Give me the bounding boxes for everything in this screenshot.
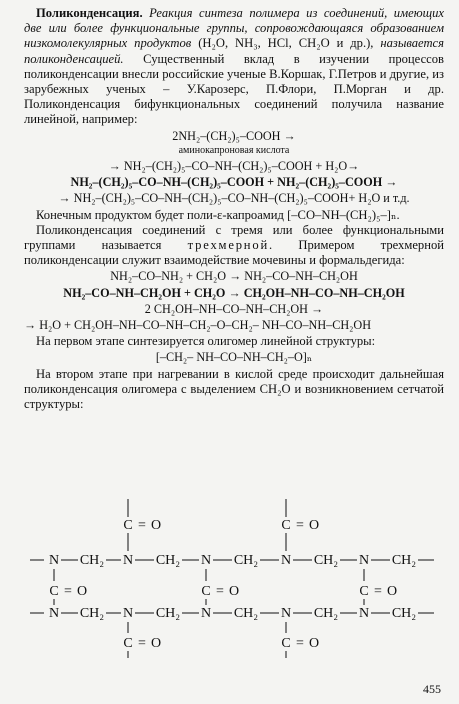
top-carbonyl-1-oxygen: O xyxy=(308,518,320,533)
nitrogen-atom: N xyxy=(48,606,60,621)
equation-2: → NH₂–(CH₂)₅–CO–NH–(CH₂)₅–COOH + H₂O→ xyxy=(108,159,360,174)
ch2-group: CH₂ xyxy=(233,553,259,568)
final-product-text: Конечным продуктом будет поли-ε-капроамид [–CO–NH–(CH₂)₅–]ₙ. xyxy=(36,207,400,222)
bottom-carbonyl-0-carbon: C xyxy=(123,636,133,651)
top-carbonyl-0-double-bond: = xyxy=(138,518,146,533)
equation-3: NH₂–(CH₂)₅–CO–NH–(CH₂)₅–COOH + NH₂–(CH₂)₅–COOH → xyxy=(70,175,398,190)
ch2-group: CH₂ xyxy=(313,606,339,621)
ch2-group: CH₂ xyxy=(79,606,105,621)
top-carbonyl-1-carbon: C xyxy=(281,518,291,533)
nitrogen-atom: N xyxy=(122,553,134,568)
ch2-group: CH₂ xyxy=(155,553,181,568)
top-carbonyl-0-oxygen: O xyxy=(150,518,162,533)
nitrogen-atom: N xyxy=(358,553,370,568)
stage-1-text: На первом этапе синтезируется олигомер линейной структуры: xyxy=(36,334,376,349)
bottom-carbonyl-0-oxygen: O xyxy=(150,636,162,651)
nitrogen-atom: N xyxy=(358,606,370,621)
equation-5: NH₂–CO–NH₂ + CH₂O → NH₂–CO–NH–CH₂OH xyxy=(110,269,358,284)
bottom-carbonyl-0-double-bond: = xyxy=(138,636,146,651)
emphasized-word: трехмерной xyxy=(187,238,269,253)
nitrogen-atom: N xyxy=(200,553,212,568)
equation-4: → NH₂–(CH₂)₅–CO–NH–(CH₂)₅–CO–NH–(CH₂)₅–COOH+ H₂O и т.д. xyxy=(58,191,410,206)
bridge-carbonyl-1-double-bond: = xyxy=(216,584,224,599)
bridge-carbonyl-0-carbon: C xyxy=(49,584,59,599)
nitrogen-atom: N xyxy=(48,553,60,568)
bridge-carbonyl-2-double-bond: = xyxy=(374,584,382,599)
trifunctional-paragraph: Поликонденсация соединений с тремя или более функциональными группами называется трехмерной. Примером трехмерной поликонденсации служит взаимодействие мочевины и формальдегида: xyxy=(24,222,444,268)
ch2-group: CH₂ xyxy=(155,606,181,621)
definition-italic-1: Реакция синтеза полимера из соединений, имеющих две или более функциональные группы, сопровождающаяся образованием низкомолекулярных продуктов xyxy=(24,6,444,51)
byproducts-list: (H₂O, NH₃, HCl, CH₂O и др.), xyxy=(198,36,374,51)
network-structure-diagram xyxy=(0,487,459,659)
history-text: Существенный вклад в изучении процессов поликонденсации внесли российские ученые В.Коршак, Г.Петров и другие, из зарубежных ученых – У.Карозерс, П.Флори, П.Морган и др. Поликонденсация бифункциональных соединений получила название линейной, например: xyxy=(24,51,444,127)
section-title: Поликонденсация. xyxy=(36,6,143,20)
equation-9: [–CH₂– NH–CO–NH–CH₂–O]ₙ xyxy=(155,350,313,365)
page-number: 455 xyxy=(423,682,441,696)
ch2-group: CH₂ xyxy=(233,606,259,621)
text-body xyxy=(24,6,444,412)
bridge-carbonyl-0-double-bond: = xyxy=(64,584,72,599)
bridge-carbonyl-0-oxygen: O xyxy=(76,584,88,599)
definition-italic-2: называется поликонденсацией. xyxy=(24,36,444,66)
nitrogen-atom: N xyxy=(280,553,292,568)
equation-8: → H₂O + CH₂OH–NH–CO–NH–CH₂–O–CH₂– NH–CO–NH–CH₂OH xyxy=(24,318,372,333)
equation-1: 2NH₂–(CH₂)₅–COOH → xyxy=(172,128,296,143)
equation-1-caption: аминокапроновая кислота xyxy=(178,144,290,156)
top-carbonyl-1-double-bond: = xyxy=(296,518,304,533)
bridge-carbonyl-2-carbon: C xyxy=(359,584,369,599)
nitrogen-atom: N xyxy=(280,606,292,621)
stage-2-text: На втором этапе при нагревании в кислой среде происходит дальнейшая поликонденсация олигомера с выделением CH₂O и возникновением сетчатой структуры: xyxy=(24,366,444,412)
ch2-group: CH₂ xyxy=(391,553,417,568)
bottom-carbonyl-1-carbon: C xyxy=(281,636,291,651)
bridge-carbonyl-1-oxygen: O xyxy=(228,584,240,599)
nitrogen-atom: N xyxy=(200,606,212,621)
ch2-group: CH₂ xyxy=(79,553,105,568)
ch2-group: CH₂ xyxy=(313,553,339,568)
structure-formula xyxy=(30,499,434,658)
nitrogen-atom: N xyxy=(122,606,134,621)
bridge-carbonyl-2-oxygen: O xyxy=(386,584,398,599)
bridge-carbonyl-1-carbon: C xyxy=(201,584,211,599)
equation-7: 2 CH₂OH–NH–CO–NH–CH₂OH → xyxy=(144,301,324,316)
bottom-carbonyl-1-oxygen: O xyxy=(308,636,320,651)
bottom-carbonyl-1-double-bond: = xyxy=(296,636,304,651)
top-carbonyl-0-carbon: C xyxy=(123,518,133,533)
equation-6: NH₂–CO–NH–CH₂OH + CH₂O → CH₂OH–NH–CO–NH–CH₂OH xyxy=(63,285,405,300)
intro-paragraph xyxy=(24,6,444,128)
ch2-group: CH₂ xyxy=(391,606,417,621)
